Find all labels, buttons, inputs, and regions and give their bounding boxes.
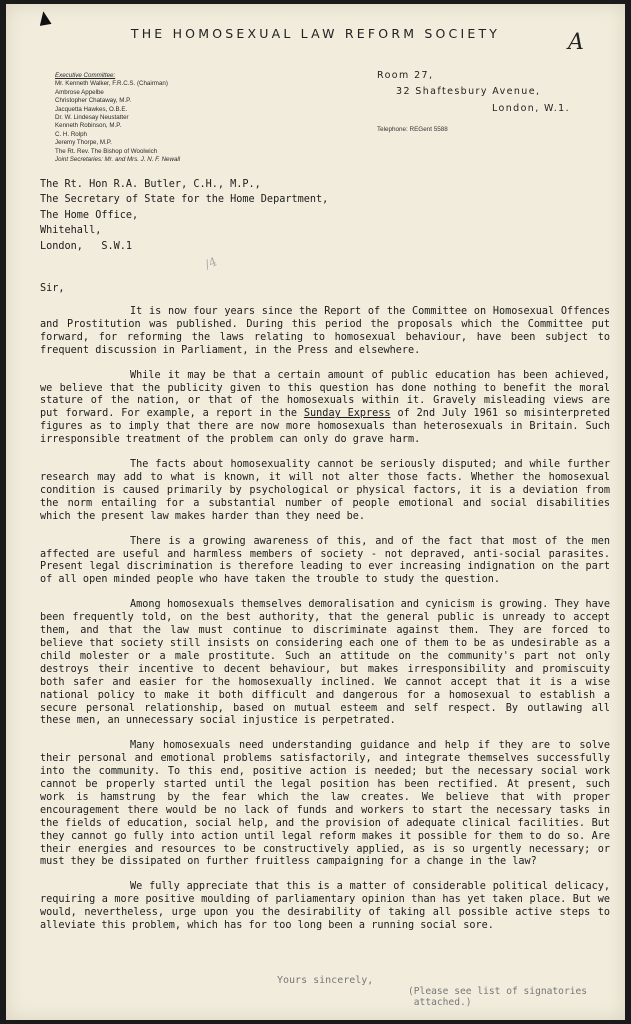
newspaper-name: Sunday Express — [303, 408, 391, 420]
recipient-line: The Secretary of State for the Home Department, — [40, 194, 329, 206]
address-line-2: 32 Shaftesbury Avenue, — [396, 86, 541, 97]
address-line-1: Room 27, — [377, 70, 434, 81]
salutation: Sir, — [40, 283, 65, 295]
committee-members — [55, 80, 180, 156]
executive-committee-list — [55, 72, 180, 164]
paragraph-6: Many homosexuals need understanding guidance and help if they are to solve their personal and emotional problems satisfactorily, and integrate themselves successfully into the community. To this end, positive action is needed; but the necessary social work cannot be properly started until the legal position has been rectified. At present, such work is hamstrung by the fear which the law creates. We believe that with proper encouragement there would be no lack of funds and workers to start the necessary tasks in the fields of education, social help, and the provision of adequate clinical facilities. But they cannot go fully into action until legal reform makes it possible for them to do so. Are their energies and resources to be constructively applied, as is so urgently necessary; or must they be dissipated on further fruitless campaigning for a change in the law? — [40, 740, 610, 868]
paragraph-2 — [40, 370, 610, 447]
committee-member: The Rt. Rev. The Bishop of Woolwich — [55, 147, 158, 155]
pencil-mark: /4 — [202, 254, 219, 272]
closing: Yours sincerely, — [277, 975, 374, 986]
committee-member: Mr. Kenneth Walker, F.R.C.S. (Chairman) — [55, 80, 168, 88]
recipient-address — [40, 177, 610, 254]
handwritten-annotation: A — [568, 30, 584, 55]
telephone: Telephone: REGent 5588 — [377, 126, 448, 133]
address-line-3: London, W.1. — [492, 103, 571, 114]
recipient-line: The Rt. Hon R.A. Butler, C.H., M.P., — [40, 179, 261, 190]
recipient-line: The Home Office, — [40, 209, 139, 221]
paragraph-3: The facts about homosexuality cannot be seriously disputed; and while further research may add to what is known, it will not alter those facts. Whether the homosexual condition is caused primarily by psychological or physical factors, it is a deviation from the norm entailing for a substantial number of people emotional and social disabilities which the present law makes harder than they need be. — [40, 459, 610, 522]
committee-member: Kenneth Robinson, M.P. — [55, 122, 122, 130]
committee-member: Christopher Chataway, M.P. — [55, 97, 132, 105]
paragraph-1: It is now four years since the Report of the Committee on Homosexual Offences and Prostitution was published. During this period the proposals which the Committee put forward, for reforming the laws relating to homosexual behaviour, have been subject to frequent discussion in Parliament, in the Press and elsewhere. — [40, 306, 610, 356]
paragraph-5: Among homosexuals themselves demoralisation and cynicism is growing. They have been frequently told, on the best authority, that the general public is unready to accept them, and that the law must continue to discriminate against them. They are forced to believe that society still insists on considering each one of them to be as undesirable as a child molester or a male prostitute. Such an attitude on the community's part not only destroys their incentive to decent behaviour, but makes irresponsibility and promiscuity both safer and easier for the homosexually inclined. We cannot accept that it is a wise national policy to make it both difficult and dangerous for a homosexual to establish a secure personal relationship, based on mutual esteem and self respect. By outlawing all these men, an unnecessary social injustice is perpetrated. — [40, 599, 610, 727]
paragraph-4: There is a growing awareness of this, and of the fact that most of the men affected are useful and harmless members of society - not depraved, anti-social parasites. Present legal discrimination is therefore leading to ever increasing indignation on the part of all open minded people who have taken the trouble to study the question. — [40, 535, 610, 586]
signatories-note: (Please see list of signatories attached.) — [408, 986, 588, 1008]
committee-member: Jeremy Thorpe, M.P. — [55, 139, 112, 147]
paragraph-2-start: While it may be that a certain amount of public education has been achieved, we believe that the publicity given to this question has done nothing to benefit the moral stature of the nation, or that of the homosexuals within it. Gravely misleading views are put forward. For example, a report in the — [40, 369, 610, 420]
committee-member: Ambrose Appelbe — [55, 88, 104, 96]
recipient-line: London, S.W.1 — [40, 240, 133, 252]
joint-secretaries: Joint Secretaries: Mr. and Mrs. J. N. F. Newall — [55, 156, 181, 164]
committee-member: C. H. Rolph — [55, 130, 87, 138]
committee-heading: Executive Committee: — [55, 72, 116, 79]
committee-member: Dr. W. Lindesay Neustatter — [55, 114, 129, 122]
committee-member: Jacquetta Hawkes, O.B.E. — [55, 105, 128, 113]
paragraph-7: We fully appreciate that this is a matter of considerable political delicacy, requiring a more positive moulding of parliamentary opinion than has yet taken place. But we would, nevertheless, urge upon you the desirability of taking all possible active steps to alleviate this problem, which has for too long been a running social sore. — [40, 881, 610, 932]
letterhead-title: THE HOMOSEXUAL LAW REFORM SOCIETY — [130, 26, 501, 41]
paragraph-2-end: of 2nd July 1961 so misinterpreted figures as to imply that there are now more homosexuals than heterosexuals in Britain. Such irresponsible treatment of the problem can only do grave harm. — [40, 408, 610, 446]
recipient-line: Whitehall, — [40, 225, 102, 237]
letter-body — [40, 177, 610, 933]
